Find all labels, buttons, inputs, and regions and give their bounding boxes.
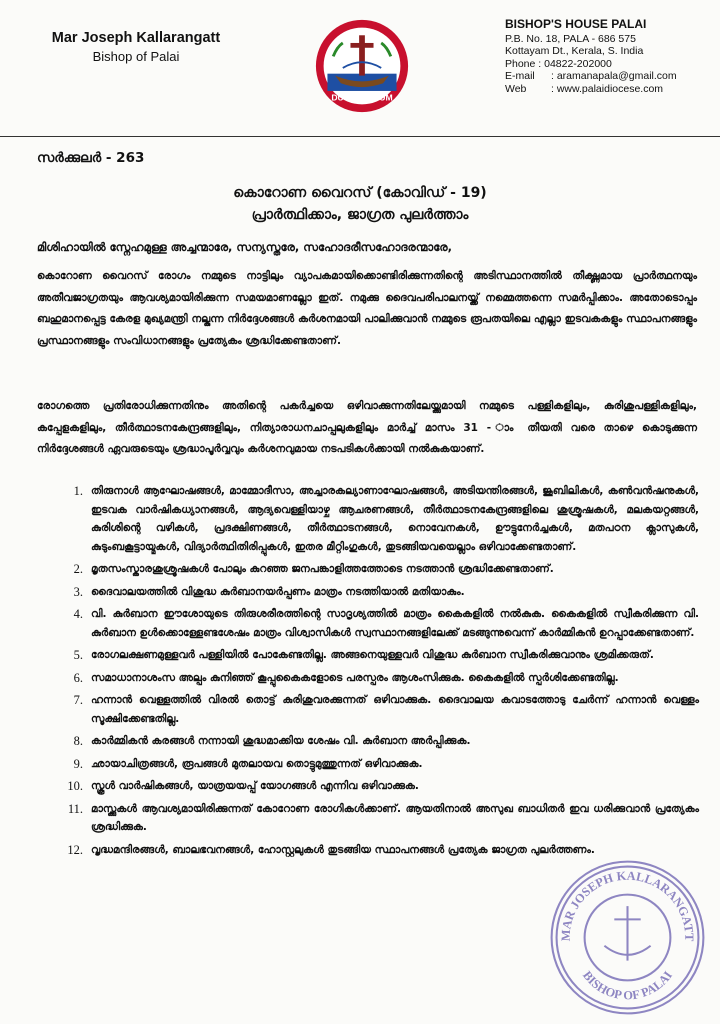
address-block: [505, 18, 715, 95]
email-value[interactable]: : aramanapala@gmail.com: [551, 70, 677, 82]
header-divider: [0, 136, 720, 137]
sender-name: Mar Joseph Kallarangatt: [51, 30, 221, 46]
list-item: 9. ഛായാചിത്രങ്ങൾ, രൂപങ്ങൾ മുതലായവ തൊട്ടുമുത്തുന്നത് ഒഴിവാക്കുക.: [73, 756, 423, 771]
list-item: 1. തിരുനാൾ ആഘോഷങ്ങൾ, മാമ്മോദീസാ, അച്ചാരകല്യാണാഘോഷങ്ങൾ, അടിയന്തിരങ്ങൾ, ജൂബിലികൾ, കൺവൻഷനുകൾ, ഇടവക വാർഷികധ്യാനങ്ങൾ, ആദ്യവെള്ളിയാഴ്ച ആചരണങ്ങൾ, തീർത്ഥാടനകേന്ദ്രങ്ങളിലെ ശുശ്രൂഷകൾ, മലകയറ്റങ്ങൾ, കുരിശിന്റെ വഴികൾ, പ്രദക്ഷിണങ്ങൾ, തീർത്ഥാടനങ്ങൾ, നൊവേനകൾ, ഊട്ടുനേർച്ചകൾ, മതപഠന ക്ലാസുകൾ, കുടുംബകൂട്ടായ്മകൾ, വിദ്യാർത്ഥിതിരിപ്പുകൾ, ഇതര മീറ്റിംഗുകൾ, തുടങ്ങിയവയെല്ലാം ഒഴിവാക്കേണ്ടതാണ്.: [73, 484, 699, 553]
list-item: 4. വി. കുർബാന ഈശോയുടെ തിരുശരീരത്തിന്റെ സാദൃശ്യത്തിൽ മാത്രം കൈകളിൽ നൽകുക. കൈകളിൽ സ്വീകരിക്കുന്ന വി. കുർബാന ഉൾക്കൊള്ളേണ്ടശേഷം മാത്രം വിശ്വാസികൾ സ്വസ്ഥാനങ്ങളിലേക്ക് മടങ്ങുന്നുവെന്ന് കാർമ്മികൻ ഉറപ്പാക്കേണ്ടതാണ്.: [73, 607, 699, 639]
list-item: 3. ദൈവാലയത്തിൽ വിശുദ്ധ കുർബാനയർപ്പണം മാത്രം നടത്തിയാൽ മതിയാകും.: [73, 584, 465, 599]
web-value[interactable]: : www.palaidiocese.com: [551, 82, 664, 95]
logo-motto: DUC IN ALTUM: [331, 92, 393, 103]
web-label: Web: [505, 82, 527, 95]
list-item: 7. ഹന്നാൻ വെള്ളത്തിൽ വിരൽ തൊട്ട് കുരിശുവരക്കുന്നത് ഒഴിവാക്കുക. ദൈവാലയ കവാടത്തോടു ചേർന്ന് ഹന്നാൻ വെള്ളം സൂക്ഷിക്കേണ്ടതില്ല.: [73, 693, 699, 725]
list-item: 10. സ്കൂൾ വാർഷികങ്ങൾ, യാത്രയയപ്പ് യോഗങ്ങൾ എന്നിവ ഒഴിവാക്കുക.: [67, 779, 419, 793]
stamp-top-text: MAR JOSEPH KALLARANGATT: [558, 868, 697, 942]
document-title: കൊറോണ വൈറസ് (കോവിഡ് - 19): [233, 185, 487, 201]
list-item: 12. വൃദ്ധമന്ദിരങ്ങൾ, ബാലഭവനങ്ങൾ, ഹോസ്റ്റലുകൾ തുടങ്ങിയ സ്ഥാപനങ്ങൾ പ്രത്യേക ജാഗ്രത പുലർത്തണം.: [67, 842, 595, 857]
paragraph-1: കൊറോണ വൈറസ് രോഗം നമ്മുടെ നാട്ടിലും വ്യാപകമായിക്കൊണ്ടിരിക്കുന്നതിന്റെ അടിസ്ഥാനത്തിൽ തീക്ഷ്ണമായ പ്രാർത്ഥനയും അതീവജാഗ്രതയും ആവശ്യമായിരിക്കുന്ന സമയമാണല്ലോ ഇത്. നമുക്കു ദൈവപരിപാലനയ്ക്ക് നമ്മെത്തന്നെ സമർപ്പിക്കാം. അതോടൊപ്പം ബഹുമാനപ്പെട്ട കേരള മുഖ്യമന്ത്രി നല്കുന്ന നിർദ്ദേശങ്ങൾ കർശനമായി പാലിക്കുവാൻ നമ്മുടെ രൂപതയിലെ എല്ലാ ഇടവകകളും സ്ഥാപനങ്ങളും പ്രസ്ഥാനങ്ങളും സംവിധാനങ്ങളും പ്രത്യേകം ശ്രദ്ധിക്കേണ്ടതാണ്.: [37, 270, 697, 347]
instruction-list: [37, 482, 699, 863]
list-item: 8. കാർമ്മികൻ കരങ്ങൾ നന്നായി ശുദ്ധമാക്കിയ ശേഷം വി. കുർബാന അർപ്പിക്കുക.: [73, 734, 471, 748]
document-subtitle: പ്രാർത്ഥിക്കാം, ജാഗ്രത പുലർത്താം: [251, 207, 469, 223]
list-item: 5. രോഗലക്ഷണമുള്ളവർ പള്ളിയിൽ പോകേണ്ടതില്ല. അങ്ങനെയുള്ളവർ വിശുദ്ധ കുർബാന സ്വീകരിക്കുവാനും ശ്രമിക്കരുത്.: [73, 648, 654, 662]
stamp-bottom-text: BISHOP OF PALAI: [580, 968, 675, 1003]
list-item: 11. മാസ്ക്കുകൾ ആവശ്യമായിരിക്കുന്നത് കോറോണ രോഗികൾക്കാണ്. ആയതിനാൽ അസുഖ ബാധിതർ ഇവ ധരിക്കുവാൻ പ്രത്യേകം ശ്രദ്ധിക്കുക.: [67, 801, 699, 833]
diocese-emblem-icon: [314, 18, 410, 114]
list-item: 6. സമാധാനാശംസ അല്പം കുനിഞ്ഞ് കൂപ്പുകൈകളോടെ പരസ്പരം ആശംസിക്കുക. കൈകളിൽ സ്പർശിക്കേണ്ടതില്ല.: [73, 670, 619, 685]
bishop-seal-stamp: [545, 855, 710, 1020]
address-house: BISHOP'S HOUSE PALAI: [505, 17, 647, 31]
sender-title: Bishop of Palai: [92, 49, 180, 64]
svg-text:BISHOP OF PALAI: [580, 968, 675, 1002]
paragraph-2: രോഗത്തെ പ്രതിരോധിക്കുന്നതിനും അതിന്റെ പകർച്ചയെ ഒഴിവാക്കുന്നതിലേയ്ക്കുമായി നമ്മുടെ പള്ളികളിലും, കുരിശുപള്ളികളിലും, കപ്പേളകളിലും, തീർത്ഥാടനകേന്ദ്രങ്ങളിലും, നിത്യാരാധനചാപ്പലുകളിലും മാർച്ച് മാസം 31 - ാം തീയതി വരെ താഴെ കൊടുക്കുന്ന നിർദ്ദേശങ്ങൾ ഏവരുടെയും ശ്രദ്ധാപൂർവ്വവും കർശനവുമായ നടപടികൾക്കായി നൽകുകയാണ്.: [37, 400, 697, 455]
email-label: E-mail: [505, 70, 535, 82]
sender-block: [36, 30, 236, 64]
address-line2: Kottayam Dt., Kerala, S. India: [505, 45, 644, 57]
address-phone: Phone : 04822-202000: [505, 57, 612, 70]
list-item: 2. മൃതസംസ്കാരശുശ്രൂഷകൾ പോലും കുറഞ്ഞ ജനപങ്കാളിത്തത്തോടെ നടത്താൻ ശ്രദ്ധിക്കേണ്ടതാണ്.: [73, 562, 554, 576]
address-line1: P.B. No. 18, PALA - 686 575: [505, 32, 636, 45]
salutation: മിശിഹായിൽ സ്നേഹമുള്ള അച്ചന്മാരേ, സന്യസ്തരേ, സഹോദരീസഹോദരന്മാരേ,: [37, 240, 452, 254]
circular-number: സർക്കുലർ - 263: [37, 150, 145, 166]
